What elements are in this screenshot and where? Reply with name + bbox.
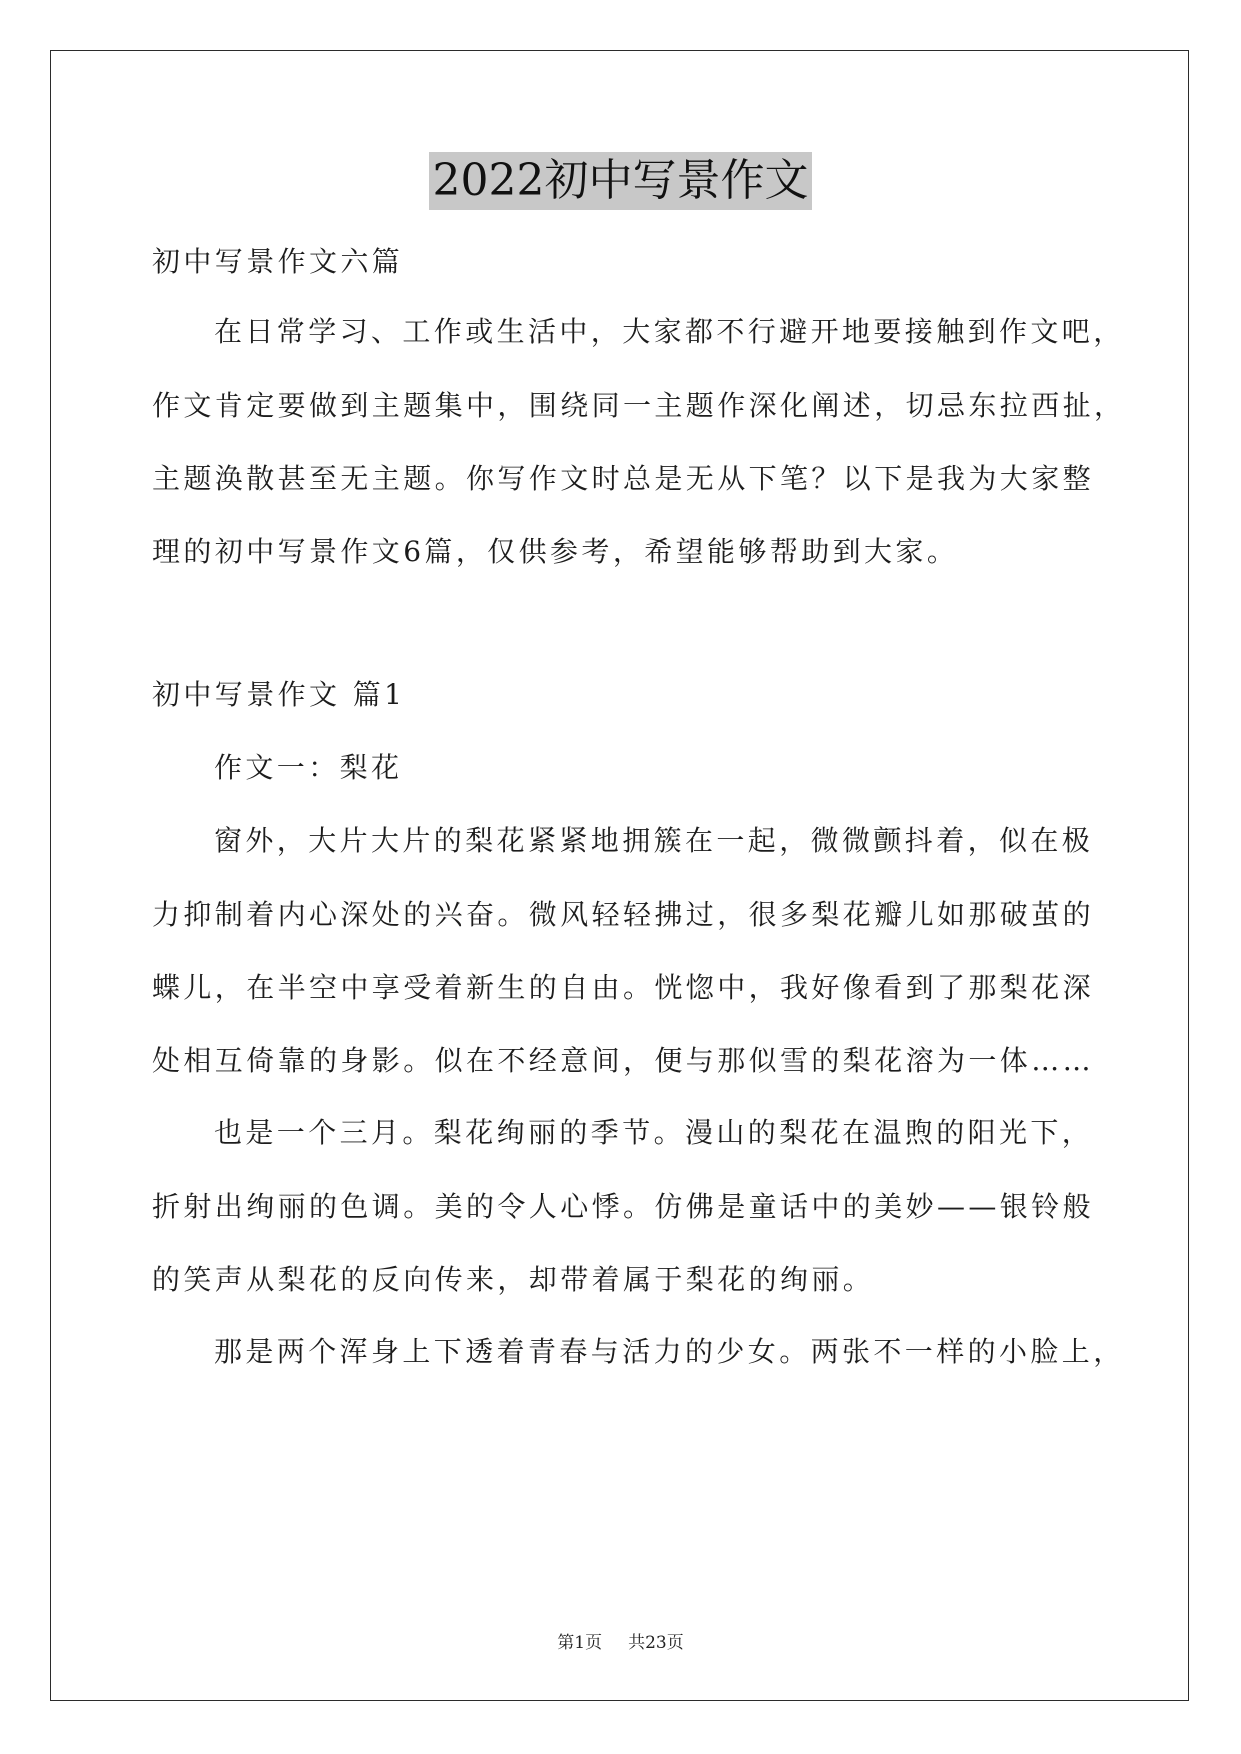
intro-line: 理的初中写景作文6篇，仅供参考，希望能够帮助到大家。 — [152, 535, 959, 568]
essay-title: 作文一：梨花 — [214, 751, 403, 784]
title-container — [0, 152, 1241, 210]
section-heading: 初中写景作文 篇1 — [152, 678, 406, 711]
intro-line: 在日常学习、工作或生活中，大家都不行避开地要接触到作文吧， — [214, 315, 1125, 348]
page-border — [50, 50, 1189, 1701]
body-line: 那是两个浑身上下透着青春与活力的少女。两张不一样的小脸上， — [214, 1335, 1125, 1368]
page-number: 第1页 — [557, 1633, 603, 1653]
body-line: 力抑制着内心深处的兴奋。微风轻轻拂过，很多梨花瓣儿如那破茧的 — [152, 898, 1095, 931]
body-line: 蝶儿，在半空中享受着新生的自由。恍惚中，我好像看到了那梨花深 — [152, 971, 1095, 1004]
document-subtitle: 初中写景作文六篇 — [152, 245, 404, 278]
document-title: 2022初中写景作文 — [429, 152, 813, 210]
intro-line: 主题涣散甚至无主题。你写作文时总是无从下笔？以下是我为大家整 — [152, 462, 1095, 495]
page-total: 共23页 — [628, 1633, 684, 1653]
body-line: 窗外，大片大片的梨花紧紧地拥簇在一起，微微颤抖着，似在极 — [214, 824, 1094, 857]
intro-line: 作文肯定要做到主题集中，围绕同一主题作深化阐述，切忌东拉西扯， — [152, 389, 1126, 422]
body-line: 的笑声从梨花的反向传来，却带着属于梨花的绚丽。 — [152, 1263, 875, 1296]
body-line: 折射出绚丽的色调。美的令人心悸。仿佛是童话中的美妙——银铃般 — [152, 1190, 1095, 1223]
body-line: 处相互倚靠的身影。似在不经意间，便与那似雪的梨花溶为一体…… — [152, 1044, 1095, 1077]
body-line: 也是一个三月。梨花绚丽的季节。漫山的梨花在温煦的阳光下， — [214, 1116, 1094, 1149]
page-footer — [0, 1628, 1241, 1653]
